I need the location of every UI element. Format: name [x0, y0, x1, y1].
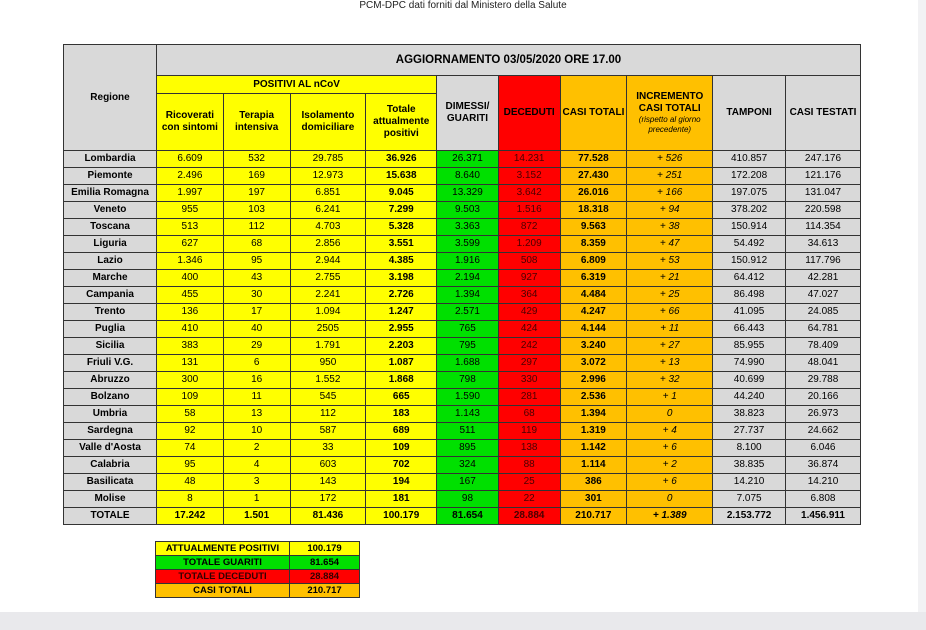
cell-casi-totali: 2.996 [560, 372, 627, 389]
cell-dimessi: 26.371 [437, 151, 499, 168]
cell-dimessi: 1.688 [437, 355, 499, 372]
cell-casi-totali: 4.247 [560, 304, 627, 321]
cell-casi-totali: 3.072 [560, 355, 627, 372]
cell-region-name: Emilia Romagna [64, 185, 157, 202]
cell-incremento: + 27 [627, 338, 713, 355]
cell-casi-testati: 34.613 [785, 236, 860, 253]
cell-region-name: Lombardia [64, 151, 157, 168]
cell-casi-testati: 36.874 [785, 457, 860, 474]
cell-casi-totali: 1.114 [560, 457, 627, 474]
cell-dimessi: 3.363 [437, 219, 499, 236]
cell-region-name: Friuli V.G. [64, 355, 157, 372]
cell-casi-testati: 42.281 [785, 270, 860, 287]
cell-casi-testati: 64.781 [785, 321, 860, 338]
cell-casi-totali: 8.359 [560, 236, 627, 253]
cell-terapia: 103 [223, 202, 290, 219]
cell-incremento: 0 [627, 491, 713, 508]
totals-terapia: 1.501 [223, 508, 290, 525]
cell-tamponi: 14.210 [713, 474, 786, 491]
cell-dimessi: 1.916 [437, 253, 499, 270]
cell-region-name: Trento [64, 304, 157, 321]
cell-region-name: Veneto [64, 202, 157, 219]
cell-ricoverati: 627 [157, 236, 224, 253]
cell-deceduti: 68 [498, 406, 560, 423]
cell-ricoverati: 513 [157, 219, 224, 236]
table-row [64, 287, 861, 304]
cell-ricoverati: 74 [157, 440, 224, 457]
cell-region-name: Sicilia [64, 338, 157, 355]
cell-casi-totali: 27.430 [560, 168, 627, 185]
table-row [64, 440, 861, 457]
cell-terapia: 40 [223, 321, 290, 338]
totals-deceduti: 28.884 [498, 508, 560, 525]
cell-dimessi: 1.590 [437, 389, 499, 406]
cell-deceduti: 1.516 [498, 202, 560, 219]
cell-terapia: 112 [223, 219, 290, 236]
totals-isolamento: 81.436 [290, 508, 366, 525]
cell-incremento: + 251 [627, 168, 713, 185]
cell-dimessi: 1.143 [437, 406, 499, 423]
cell-ricoverati: 455 [157, 287, 224, 304]
cell-dimessi: 324 [437, 457, 499, 474]
cell-isolamento: 2.241 [290, 287, 366, 304]
cell-terapia: 29 [223, 338, 290, 355]
cell-terapia: 532 [223, 151, 290, 168]
cell-dimessi: 13.329 [437, 185, 499, 202]
cell-ricoverati: 109 [157, 389, 224, 406]
cell-dimessi: 3.599 [437, 236, 499, 253]
cell-deceduti: 119 [498, 423, 560, 440]
totals-row [64, 508, 861, 525]
cell-incremento: + 166 [627, 185, 713, 202]
cell-casi-totali: 4.144 [560, 321, 627, 338]
cell-terapia: 6 [223, 355, 290, 372]
cell-tamponi: 150.914 [713, 219, 786, 236]
cell-isolamento: 545 [290, 389, 366, 406]
cell-tamponi: 38.835 [713, 457, 786, 474]
cell-totale-positivi: 3.198 [366, 270, 437, 287]
cell-totale-positivi: 181 [366, 491, 437, 508]
header-positivi-group: POSITIVI AL nCoV [157, 76, 437, 94]
cell-isolamento: 33 [290, 440, 366, 457]
header-regione: Regione [64, 45, 157, 151]
cell-casi-totali: 301 [560, 491, 627, 508]
cell-isolamento: 2505 [290, 321, 366, 338]
cell-casi-testati: 121.176 [785, 168, 860, 185]
cell-casi-totali: 18.318 [560, 202, 627, 219]
header-incremento-note: (rispetto al giorno precedente) [638, 115, 701, 134]
cell-incremento: + 32 [627, 372, 713, 389]
header-tamponi: TAMPONI [713, 76, 786, 151]
cell-isolamento: 112 [290, 406, 366, 423]
cell-deceduti: 3.642 [498, 185, 560, 202]
cell-ricoverati: 95 [157, 457, 224, 474]
cell-isolamento: 587 [290, 423, 366, 440]
totals-label: TOTALE [64, 508, 157, 525]
cell-region-name: Basilicata [64, 474, 157, 491]
cell-deceduti: 88 [498, 457, 560, 474]
cell-totale-positivi: 5.328 [366, 219, 437, 236]
cell-tamponi: 66.443 [713, 321, 786, 338]
cell-dimessi: 895 [437, 440, 499, 457]
cell-casi-testati: 247.176 [785, 151, 860, 168]
cell-ricoverati: 8 [157, 491, 224, 508]
cell-incremento: + 6 [627, 440, 713, 457]
cell-casi-totali: 77.528 [560, 151, 627, 168]
cell-incremento: + 38 [627, 219, 713, 236]
table-row [64, 389, 861, 406]
summary-row [156, 556, 360, 570]
header-casi-testati: CASI TESTATI [785, 76, 860, 151]
cell-totale-positivi: 194 [366, 474, 437, 491]
cell-totale-positivi: 3.551 [366, 236, 437, 253]
cell-terapia: 17 [223, 304, 290, 321]
table-row [64, 474, 861, 491]
cell-dimessi: 765 [437, 321, 499, 338]
cell-tamponi: 197.075 [713, 185, 786, 202]
cell-casi-testati: 114.354 [785, 219, 860, 236]
cell-ricoverati: 58 [157, 406, 224, 423]
cell-totale-positivi: 1.247 [366, 304, 437, 321]
summary-label: TOTALE GUARITI [156, 556, 290, 570]
cell-ricoverati: 6.609 [157, 151, 224, 168]
cell-dimessi: 798 [437, 372, 499, 389]
cell-ricoverati: 955 [157, 202, 224, 219]
header-dimessi: DIMESSI/ GUARITI [437, 76, 499, 151]
cell-tamponi: 150.912 [713, 253, 786, 270]
cell-tamponi: 54.492 [713, 236, 786, 253]
summary-table [155, 541, 360, 598]
table-row [64, 491, 861, 508]
cell-casi-totali: 1.142 [560, 440, 627, 457]
totals-tamponi: 2.153.772 [713, 508, 786, 525]
totals-positivi: 100.179 [366, 508, 437, 525]
cell-dimessi: 511 [437, 423, 499, 440]
totals-ricoverati: 17.242 [157, 508, 224, 525]
cell-totale-positivi: 702 [366, 457, 437, 474]
cell-casi-testati: 26.973 [785, 406, 860, 423]
cell-tamponi: 40.699 [713, 372, 786, 389]
cell-incremento: + 53 [627, 253, 713, 270]
cell-deceduti: 138 [498, 440, 560, 457]
header-casi-totali: CASI TOTALI [560, 76, 627, 151]
cell-deceduti: 297 [498, 355, 560, 372]
cell-deceduti: 364 [498, 287, 560, 304]
cell-tamponi: 7.075 [713, 491, 786, 508]
cell-incremento: + 2 [627, 457, 713, 474]
header-isolamento: Isolamento domiciliare [290, 94, 366, 151]
totals-dimessi: 81.654 [437, 508, 499, 525]
header-incremento-label: INCREMENTO CASI TOTALI [636, 91, 704, 114]
cell-casi-testati: 6.046 [785, 440, 860, 457]
table-row [64, 338, 861, 355]
cell-casi-testati: 29.788 [785, 372, 860, 389]
table-row [64, 406, 861, 423]
cell-terapia: 13 [223, 406, 290, 423]
cell-deceduti: 330 [498, 372, 560, 389]
cell-incremento: + 21 [627, 270, 713, 287]
table-row [64, 304, 861, 321]
cell-region-name: Lazio [64, 253, 157, 270]
table-row [64, 185, 861, 202]
table-row [64, 423, 861, 440]
cell-totale-positivi: 36.926 [366, 151, 437, 168]
cell-deceduti: 424 [498, 321, 560, 338]
cell-deceduti: 14.231 [498, 151, 560, 168]
cell-tamponi: 64.412 [713, 270, 786, 287]
covid-data-table [63, 44, 861, 525]
cell-incremento: + 4 [627, 423, 713, 440]
cell-tamponi: 378.202 [713, 202, 786, 219]
cell-incremento: + 25 [627, 287, 713, 304]
cell-totale-positivi: 2.955 [366, 321, 437, 338]
cell-isolamento: 4.703 [290, 219, 366, 236]
cell-incremento: + 1 [627, 389, 713, 406]
cell-isolamento: 1.791 [290, 338, 366, 355]
cell-tamponi: 85.955 [713, 338, 786, 355]
table-row [64, 151, 861, 168]
cell-isolamento: 172 [290, 491, 366, 508]
table-row [64, 236, 861, 253]
table-row [64, 372, 861, 389]
cell-ricoverati: 131 [157, 355, 224, 372]
cell-deceduti: 429 [498, 304, 560, 321]
table-row [64, 168, 861, 185]
cell-dimessi: 2.194 [437, 270, 499, 287]
cell-incremento: + 6 [627, 474, 713, 491]
cell-deceduti: 508 [498, 253, 560, 270]
cell-deceduti: 25 [498, 474, 560, 491]
cell-totale-positivi: 4.385 [366, 253, 437, 270]
cell-isolamento: 950 [290, 355, 366, 372]
cell-deceduti: 1.209 [498, 236, 560, 253]
cell-totale-positivi: 9.045 [366, 185, 437, 202]
summary-row [156, 570, 360, 584]
header-deceduti: DECEDUTI [498, 76, 560, 151]
table-row [64, 253, 861, 270]
cell-tamponi: 74.990 [713, 355, 786, 372]
cell-totale-positivi: 665 [366, 389, 437, 406]
cell-tamponi: 172.208 [713, 168, 786, 185]
cell-terapia: 169 [223, 168, 290, 185]
cell-dimessi: 8.640 [437, 168, 499, 185]
cell-totale-positivi: 1.868 [366, 372, 437, 389]
cell-casi-totali: 9.563 [560, 219, 627, 236]
cell-casi-totali: 1.319 [560, 423, 627, 440]
cell-ricoverati: 300 [157, 372, 224, 389]
cell-deceduti: 3.152 [498, 168, 560, 185]
summary-value: 28.884 [290, 570, 360, 584]
cell-region-name: Marche [64, 270, 157, 287]
cell-dimessi: 9.503 [437, 202, 499, 219]
cell-terapia: 1 [223, 491, 290, 508]
totals-casi-totali: 210.717 [560, 508, 627, 525]
cell-region-name: Toscana [64, 219, 157, 236]
table-row [64, 202, 861, 219]
cell-ricoverati: 383 [157, 338, 224, 355]
summary-row [156, 584, 360, 598]
header-terapia: Terapia intensiva [223, 94, 290, 151]
cell-region-name: Sardegna [64, 423, 157, 440]
cell-isolamento: 29.785 [290, 151, 366, 168]
cell-ricoverati: 92 [157, 423, 224, 440]
page-edge-right [918, 0, 926, 630]
cell-terapia: 95 [223, 253, 290, 270]
cell-region-name: Liguria [64, 236, 157, 253]
cell-ricoverati: 136 [157, 304, 224, 321]
summary-label: TOTALE DECEDUTI [156, 570, 290, 584]
table-title: AGGIORNAMENTO 03/05/2020 ORE 17.00 [157, 45, 861, 76]
header-incremento [627, 76, 713, 151]
cell-casi-testati: 220.598 [785, 202, 860, 219]
cell-terapia: 197 [223, 185, 290, 202]
cell-casi-testati: 14.210 [785, 474, 860, 491]
cell-casi-testati: 48.041 [785, 355, 860, 372]
cell-casi-totali: 6.809 [560, 253, 627, 270]
cell-dimessi: 98 [437, 491, 499, 508]
cell-casi-testati: 78.409 [785, 338, 860, 355]
cell-dimessi: 167 [437, 474, 499, 491]
cell-region-name: Puglia [64, 321, 157, 338]
cell-terapia: 16 [223, 372, 290, 389]
document-header: PCM-DPC dati forniti dal Ministero della Salute [359, 0, 567, 11]
table-row [64, 321, 861, 338]
cell-ricoverati: 2.496 [157, 168, 224, 185]
cell-casi-testati: 131.047 [785, 185, 860, 202]
cell-dimessi: 1.394 [437, 287, 499, 304]
table-row [64, 219, 861, 236]
cell-totale-positivi: 2.726 [366, 287, 437, 304]
cell-tamponi: 44.240 [713, 389, 786, 406]
cell-terapia: 10 [223, 423, 290, 440]
cell-deceduti: 242 [498, 338, 560, 355]
cell-terapia: 4 [223, 457, 290, 474]
cell-terapia: 30 [223, 287, 290, 304]
cell-tamponi: 38.823 [713, 406, 786, 423]
cell-incremento: + 47 [627, 236, 713, 253]
cell-region-name: Campania [64, 287, 157, 304]
cell-tamponi: 8.100 [713, 440, 786, 457]
cell-casi-totali: 4.484 [560, 287, 627, 304]
cell-terapia: 43 [223, 270, 290, 287]
cell-totale-positivi: 2.203 [366, 338, 437, 355]
cell-ricoverati: 410 [157, 321, 224, 338]
cell-region-name: Abruzzo [64, 372, 157, 389]
totals-casi-testati: 1.456.911 [785, 508, 860, 525]
cell-region-name: Umbria [64, 406, 157, 423]
cell-isolamento: 2.856 [290, 236, 366, 253]
cell-ricoverati: 400 [157, 270, 224, 287]
cell-casi-testati: 24.662 [785, 423, 860, 440]
cell-casi-testati: 117.796 [785, 253, 860, 270]
cell-casi-totali: 6.319 [560, 270, 627, 287]
cell-totale-positivi: 7.299 [366, 202, 437, 219]
cell-totale-positivi: 183 [366, 406, 437, 423]
cell-terapia: 2 [223, 440, 290, 457]
cell-isolamento: 12.973 [290, 168, 366, 185]
page-edge-bottom [0, 612, 926, 630]
cell-casi-totali: 386 [560, 474, 627, 491]
cell-totale-positivi: 1.087 [366, 355, 437, 372]
cell-terapia: 11 [223, 389, 290, 406]
cell-tamponi: 27.737 [713, 423, 786, 440]
cell-casi-testati: 6.808 [785, 491, 860, 508]
header-ricoverati: Ricoverati con sintomi [157, 94, 224, 151]
summary-value: 100.179 [290, 542, 360, 556]
cell-terapia: 68 [223, 236, 290, 253]
cell-region-name: Valle d'Aosta [64, 440, 157, 457]
cell-region-name: Molise [64, 491, 157, 508]
cell-incremento: 0 [627, 406, 713, 423]
cell-casi-totali: 1.394 [560, 406, 627, 423]
cell-casi-testati: 24.085 [785, 304, 860, 321]
cell-isolamento: 143 [290, 474, 366, 491]
table-row [64, 457, 861, 474]
cell-dimessi: 2.571 [437, 304, 499, 321]
summary-value: 81.654 [290, 556, 360, 570]
cell-ricoverati: 48 [157, 474, 224, 491]
cell-incremento: + 66 [627, 304, 713, 321]
cell-tamponi: 41.095 [713, 304, 786, 321]
cell-totale-positivi: 109 [366, 440, 437, 457]
cell-casi-totali: 26.016 [560, 185, 627, 202]
cell-casi-totali: 2.536 [560, 389, 627, 406]
cell-ricoverati: 1.997 [157, 185, 224, 202]
cell-incremento: + 526 [627, 151, 713, 168]
cell-deceduti: 872 [498, 219, 560, 236]
totals-incremento: + 1.389 [627, 508, 713, 525]
cell-totale-positivi: 689 [366, 423, 437, 440]
table-row [64, 270, 861, 287]
cell-tamponi: 86.498 [713, 287, 786, 304]
cell-isolamento: 1.552 [290, 372, 366, 389]
cell-isolamento: 1.094 [290, 304, 366, 321]
cell-incremento: + 11 [627, 321, 713, 338]
summary-label: ATTUALMENTE POSITIVI [156, 542, 290, 556]
cell-dimessi: 795 [437, 338, 499, 355]
cell-isolamento: 2.755 [290, 270, 366, 287]
cell-incremento: + 94 [627, 202, 713, 219]
cell-deceduti: 281 [498, 389, 560, 406]
cell-tamponi: 410.857 [713, 151, 786, 168]
cell-deceduti: 927 [498, 270, 560, 287]
header-totale-positivi: Totale attualmente positivi [366, 94, 437, 151]
summary-value: 210.717 [290, 584, 360, 598]
cell-ricoverati: 1.346 [157, 253, 224, 270]
cell-isolamento: 2.944 [290, 253, 366, 270]
cell-region-name: Bolzano [64, 389, 157, 406]
summary-row [156, 542, 360, 556]
cell-incremento: + 13 [627, 355, 713, 372]
cell-isolamento: 6.851 [290, 185, 366, 202]
cell-terapia: 3 [223, 474, 290, 491]
cell-casi-totali: 3.240 [560, 338, 627, 355]
summary-label: CASI TOTALI [156, 584, 290, 598]
table-row [64, 355, 861, 372]
cell-isolamento: 603 [290, 457, 366, 474]
cell-totale-positivi: 15.638 [366, 168, 437, 185]
cell-isolamento: 6.241 [290, 202, 366, 219]
cell-casi-testati: 47.027 [785, 287, 860, 304]
cell-deceduti: 22 [498, 491, 560, 508]
cell-region-name: Calabria [64, 457, 157, 474]
cell-region-name: Piemonte [64, 168, 157, 185]
cell-casi-testati: 20.166 [785, 389, 860, 406]
